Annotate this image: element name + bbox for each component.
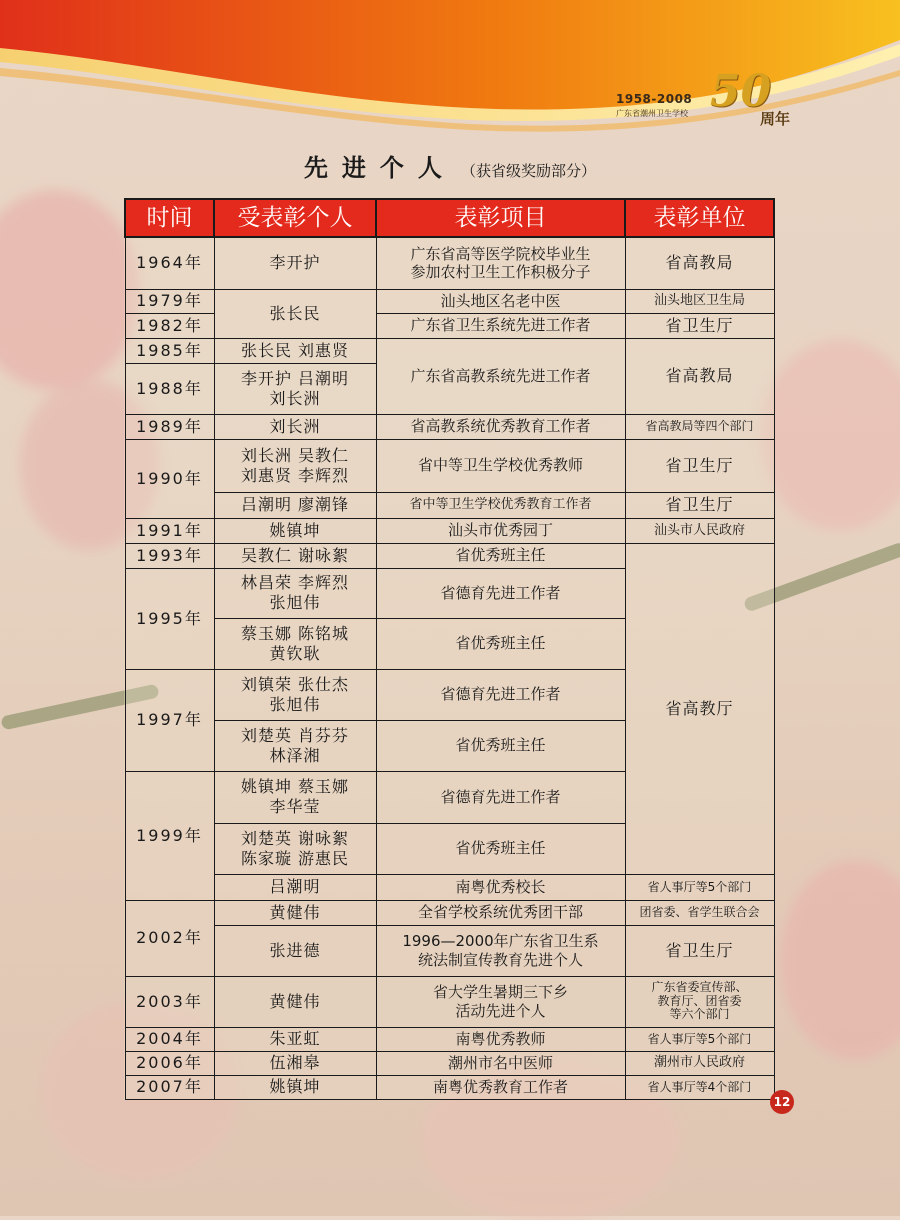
person-cell: 李开护 — [214, 237, 376, 289]
person-cell — [214, 823, 376, 874]
year-cell: 1979年 — [125, 289, 214, 313]
year-cell: 1991年 — [125, 518, 214, 543]
year-cell: 1985年 — [125, 338, 214, 363]
table-header-row — [125, 199, 774, 237]
person-line: 刘楚英 肖芬芬 — [240, 725, 350, 745]
person-cell — [214, 439, 376, 492]
anniversary-years: 1958-2008 — [616, 92, 693, 106]
person-line: 李华莹 — [269, 797, 321, 816]
table-row — [125, 518, 774, 543]
award-cell — [376, 925, 625, 976]
award-cell: 省中等卫生学校优秀教育工作者 — [376, 492, 625, 518]
award-line: 统法制宣传教育先进个人 — [417, 950, 583, 969]
unit-cell: 省卫生厅 — [625, 492, 774, 518]
unit-cell: 汕头市人民政府 — [625, 518, 774, 543]
year-cell: 2002年 — [125, 900, 214, 976]
honors-table — [124, 198, 775, 1100]
unit-cell: 省人事厅等4个部门 — [625, 1075, 774, 1099]
person-cell: 刘长洲 — [214, 414, 376, 439]
table-row — [125, 1051, 774, 1075]
award-cell: 省德育先进工作者 — [376, 568, 625, 618]
person-cell: 张进德 — [214, 925, 376, 976]
person-line: 林昌荣 李辉烈 — [240, 573, 350, 593]
person-cell: 朱亚虹 — [214, 1027, 376, 1051]
person-cell: 吕潮明 — [214, 874, 376, 900]
table-row — [125, 237, 774, 289]
unit-cell: 省卫生厅 — [625, 313, 774, 338]
year-cell: 2007年 — [125, 1075, 214, 1099]
unit-cell: 省卫生厅 — [625, 925, 774, 976]
year-cell: 1993年 — [125, 543, 214, 568]
person-cell: 吴教仁 谢咏絮 — [214, 543, 376, 568]
unit-cell: 团省委、省学生联合会 — [625, 900, 774, 925]
award-cell: 汕头市优秀园丁 — [376, 518, 625, 543]
unit-cell: 省高教局 — [625, 338, 774, 414]
award-line: 省大学生暑期三下乡 — [432, 983, 568, 1002]
table-row — [125, 900, 774, 925]
person-line: 陈家璇 游惠民 — [240, 848, 350, 868]
person-cell — [214, 363, 376, 414]
table-row — [125, 1075, 774, 1099]
award-line: 广东省高等医学院校毕业生 — [410, 244, 591, 263]
table-row — [125, 874, 774, 900]
person-cell: 伍湘皋 — [214, 1051, 376, 1075]
school-name: 广东省潮州卫生学校 — [616, 109, 688, 118]
year-cell: 2003年 — [125, 976, 214, 1027]
person-cell: 吕潮明 廖潮锋 — [214, 492, 376, 518]
year-cell: 1982年 — [125, 313, 214, 338]
person-cell: 黄健伟 — [214, 976, 376, 1027]
anniversary-suffix: 周年 — [760, 110, 791, 128]
person-line: 刘长洲 吴教仁 — [240, 445, 350, 465]
year-cell: 1989年 — [125, 414, 214, 439]
award-cell: 省中等卫生学校优秀教师 — [376, 439, 625, 492]
person-cell — [214, 568, 376, 618]
unit-cell: 省高教局 — [625, 237, 774, 289]
table-row — [125, 976, 774, 1027]
table-row — [125, 925, 774, 976]
award-cell: 广东省高教系统先进工作者 — [376, 338, 625, 414]
award-cell: 省优秀班主任 — [376, 543, 625, 568]
table-row — [125, 439, 774, 492]
table-row — [125, 1027, 774, 1051]
award-line: 参加农村卫生工作积极分子 — [410, 263, 591, 282]
person-cell: 张长民 刘惠贤 — [214, 338, 376, 363]
title-main: 先进个人 — [303, 153, 456, 182]
table-row — [125, 492, 774, 518]
unit-cell: 汕头地区卫生局 — [625, 289, 774, 313]
unit-cell: 省高教厅 — [625, 543, 774, 874]
unit-cell: 潮州市人民政府 — [625, 1051, 774, 1075]
table-row — [125, 338, 774, 363]
unit-cell: 省人事厅等5个部门 — [625, 1027, 774, 1051]
person-cell: 姚镇坤 — [214, 1075, 376, 1099]
unit-cell: 省高教局等四个部门 — [625, 414, 774, 439]
blossom-decoration — [780, 860, 900, 1060]
year-cell: 2004年 — [125, 1027, 214, 1051]
award-cell — [376, 976, 625, 1027]
page-number: 12 — [770, 1090, 794, 1114]
person-line: 黄钦耿 — [269, 643, 321, 663]
person-cell — [214, 669, 376, 720]
person-line: 蔡玉娜 陈铭城 — [240, 623, 350, 643]
year-cell: 1995年 — [125, 568, 214, 669]
header-award: 表彰项目 — [376, 199, 625, 237]
person-line: 张旭伟 — [269, 694, 321, 714]
award-cell: 潮州市名中医师 — [376, 1051, 625, 1075]
unit-cell — [625, 976, 774, 1027]
anniversary-number: 50 — [710, 66, 772, 117]
page-title — [0, 148, 900, 183]
award-cell: 省优秀班主任 — [376, 618, 625, 669]
person-cell — [214, 771, 376, 823]
unit-cell: 省人事厅等5个部门 — [625, 874, 774, 900]
year-cell: 2006年 — [125, 1051, 214, 1075]
blossom-decoration — [0, 190, 140, 390]
year-cell: 1990年 — [125, 439, 214, 518]
year-cell: 1964年 — [125, 237, 214, 289]
award-cell: 广东省卫生系统先进工作者 — [376, 313, 625, 338]
person-line: 李开护 吕潮明 — [240, 368, 350, 388]
title-subtitle: （获省级奖励部分） — [461, 162, 597, 180]
award-cell: 南粤优秀校长 — [376, 874, 625, 900]
table-row — [125, 414, 774, 439]
person-line: 刘长洲 — [269, 388, 321, 408]
award-cell: 全省学校系统优秀团干部 — [376, 900, 625, 925]
award-cell: 省优秀班主任 — [376, 823, 625, 874]
person-line: 刘镇荣 张仕杰 — [240, 674, 350, 694]
award-cell: 省优秀班主任 — [376, 720, 625, 771]
award-cell: 汕头地区名老中医 — [376, 289, 625, 313]
anniversary-logo — [606, 66, 796, 136]
person-cell — [214, 720, 376, 771]
unit-cell: 省卫生厅 — [625, 439, 774, 492]
person-cell: 姚镇坤 — [214, 518, 376, 543]
award-cell — [376, 237, 625, 289]
award-cell: 省德育先进工作者 — [376, 669, 625, 720]
person-cell: 黄健伟 — [214, 900, 376, 925]
award-cell: 南粤优秀教育工作者 — [376, 1075, 625, 1099]
year-cell: 1988年 — [125, 363, 214, 414]
year-cell: 1999年 — [125, 771, 214, 900]
award-line: 1996—2000年广东省卫生系 — [402, 932, 599, 951]
unit-line: 教育厅、团省委 — [657, 993, 742, 1008]
year-cell: 1997年 — [125, 669, 214, 771]
person-line: 林泽湘 — [269, 745, 321, 765]
blossom-decoration — [760, 340, 900, 530]
person-cell — [214, 618, 376, 669]
award-line: 活动先进个人 — [455, 1001, 546, 1020]
award-cell: 省德育先进工作者 — [376, 771, 625, 823]
person-cell: 张长民 — [214, 289, 376, 338]
header-person: 受表彰个人 — [214, 199, 376, 237]
award-cell: 省高教系统优秀教育工作者 — [376, 414, 625, 439]
award-cell: 南粤优秀教师 — [376, 1027, 625, 1051]
person-line: 姚镇坤 蔡玉娜 — [240, 777, 350, 797]
person-line: 张旭伟 — [269, 593, 321, 612]
unit-line: 广东省委宣传部、 — [651, 979, 748, 994]
person-line: 刘惠贤 李辉烈 — [240, 465, 350, 485]
person-line: 刘楚英 谢咏絮 — [240, 828, 350, 848]
header-unit: 表彰单位 — [625, 199, 774, 237]
unit-line: 等六个部门 — [669, 1007, 730, 1022]
table-row — [125, 289, 774, 313]
table-row — [125, 543, 774, 568]
header-time: 时间 — [125, 199, 214, 237]
